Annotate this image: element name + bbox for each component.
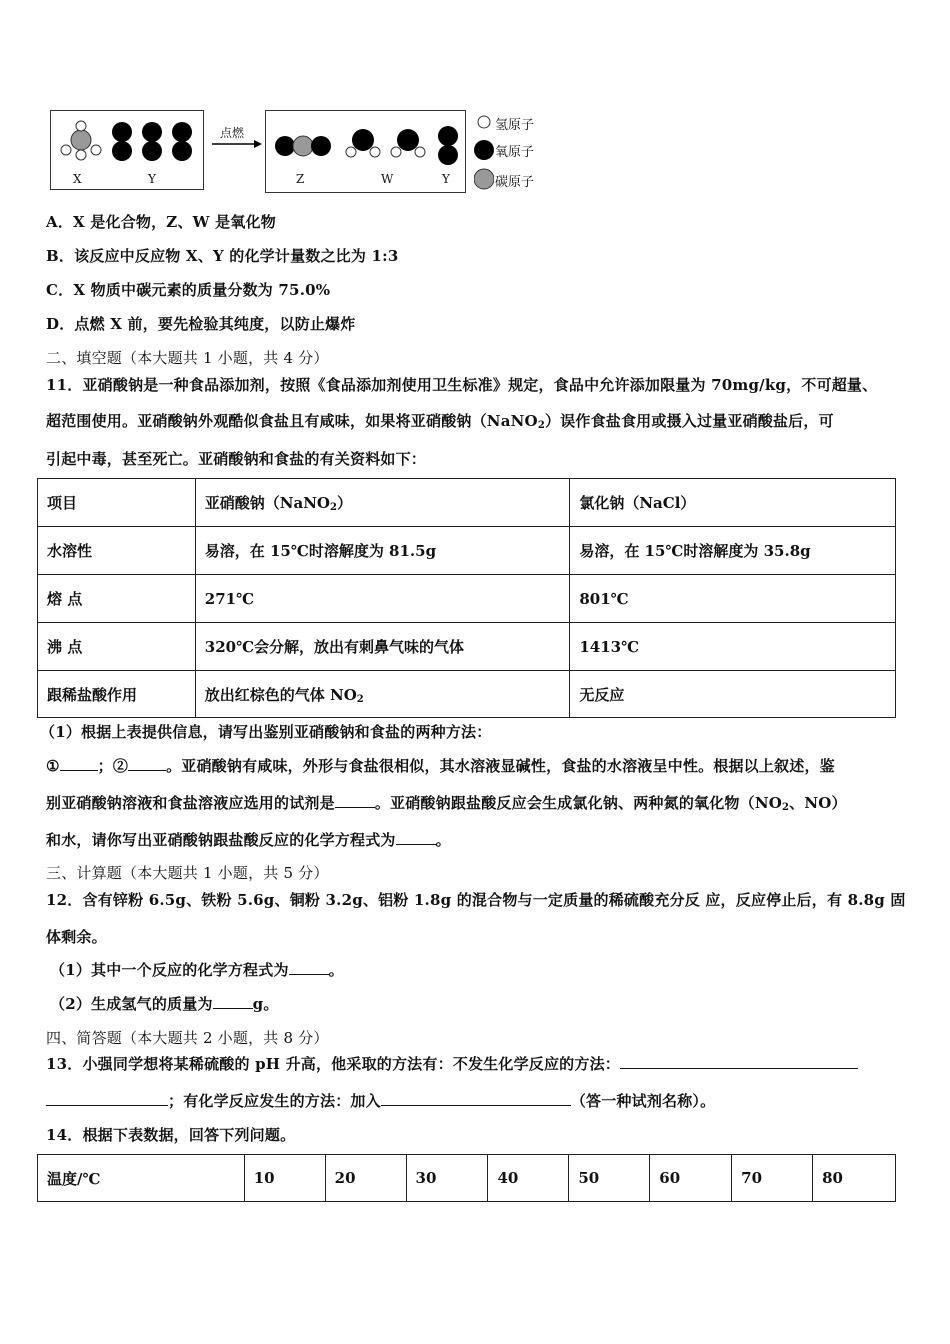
q11-part-3-sub: 2 [782,802,790,813]
answer-blank-2[interactable] [128,770,166,771]
answer-blank-5[interactable] [289,974,329,975]
table-cell: 项目 [38,479,196,527]
hcl-reaction-sub: 2 [356,693,364,705]
table-cell: 易溶，在 15℃时溶解度为 35.8g [570,527,896,575]
q12-line-1: 12．含有锌粉 6.5g、铁粉 5.6g、铜粉 3.2g、铝粉 1.8g 的混合物与一定质量的稀硫酸充分反 应，反应停止后，有 8.8g 固 [46,891,906,909]
legend-hydrogen: 氢原子 [495,118,535,133]
q11-line-2-a: 超范围使用。亚硝酸钠外观酷似食盐且有咸味，如果将亚硝酸钠（NaNO [46,412,538,430]
q13-line-2-b: （答一种试剂名称）。 [570,1092,716,1110]
co2-molecule [275,136,331,156]
table-row [38,671,896,718]
table-cell: 水溶性 [38,527,196,575]
answer-blank-4[interactable] [396,844,436,845]
table-cell: 50 [569,1155,650,1202]
q11-part-3-a: 别亚硝酸钠溶液和食盐溶液应选用的试剂是 [46,794,335,812]
table-cell: 70 [732,1155,813,1202]
table-cell: 沸 点 [38,623,196,671]
answer-blank-8[interactable] [46,1105,168,1106]
q12-part-2 [50,993,279,1014]
table-cell: 无反应 [570,671,896,718]
label-z: Z [296,172,305,186]
table-cell: 80 [813,1155,896,1202]
answer-blank-1[interactable] [60,770,98,771]
table-cell: 易溶，在 15℃时溶解度为 81.5g [195,527,570,575]
label-x: X [73,172,82,186]
q11-line-3: 引起中毒，甚至死亡。亚硝酸钠和食盐的有关资料如下： [46,450,427,468]
answer-blank-9[interactable] [381,1105,571,1106]
q11-part-3 [46,792,847,813]
table-cell [195,671,570,718]
label-y1: Y [148,172,156,186]
option-c: C．X 物质中碳元素的质量分数为 75.0% [46,281,331,299]
arrow-icon [210,139,264,149]
table-row-header [38,1155,896,1202]
comparison-table [37,478,896,718]
q11-part-3-c: 、NO） [789,794,847,812]
temperature-table [37,1154,896,1202]
table-cell: 温度/℃ [38,1155,245,1202]
q13-line-1 [46,1053,858,1074]
answer-blank-7[interactable] [620,1068,858,1069]
table-cell: 10 [244,1155,325,1202]
q11-part-4-a: 和水，请你写出亚硝酸钠跟盐酸反应的化学方程式为 [46,831,396,849]
q11-line-2-b: ）误作食盐食用或摄入过量亚硝酸盐后，可 [544,412,834,430]
water-molecules [346,129,425,157]
leftover-oxygen [438,126,458,165]
circle-2: ；② [97,757,129,775]
q12-part-1-b: 。 [328,961,344,979]
table-cell: 1413℃ [570,623,896,671]
arrow-label: 点燃 [220,126,245,140]
q13-line-1-text: 13．小强同学想将某稀硫酸的 pH 升高，他采取的方法有：不发生化学反应的方法： [46,1055,620,1073]
legend-oxygen: 氧原子 [495,145,535,160]
table-row [38,575,896,623]
section-3-heading: 三、计算题（本大题共 1 小题，共 5 分） [46,864,329,882]
q11-part-2 [46,755,835,776]
q11-part-3-b: 。亚硝酸钠跟盐酸反应会生成氯化钠、两种氮的氧化物（NO [374,794,782,812]
table-cell: 30 [406,1155,488,1202]
circle-1: ① [46,757,60,775]
q11-part-1: （1）根据上表提供信息，请写出鉴别亚硝酸钠和食盐的两种方法： [40,723,492,741]
table-cell: 271℃ [195,575,570,623]
section-4-heading: 四、简答题（本大题共 2 小题，共 8 分） [46,1029,329,1047]
q11-part-4 [46,829,451,850]
table-cell: 40 [488,1155,569,1202]
q11-part-2-text: 。亚硝酸钠有咸味，外形与食盐很相似，其水溶液显碱性，食盐的水溶液呈中性。根据以上叙述，鉴 [166,757,835,775]
answer-blank-3[interactable] [335,807,375,808]
table-cell: 801℃ [570,575,896,623]
q14-line: 14．根据下表数据，回答下列问题。 [46,1126,296,1144]
legend-icons [474,113,494,193]
product-molecules [265,110,464,191]
table-cell: 跟稀盐酸作用 [38,671,196,718]
q12-part-2-a: （2）生成氢气的质量为 [50,995,213,1013]
header-nano2-sub: 2 [329,502,337,513]
oxygen-molecules [112,122,192,161]
q12-part-1 [50,959,344,980]
option-d: D．点燃 X 前，要先检验其纯度，以防止爆炸 [46,315,356,333]
table-cell [195,479,570,527]
table-row [38,527,896,575]
section-2-heading: 二、填空题（本大题共 1 小题，共 4 分） [46,349,329,367]
option-b: B．该反应中反应物 X、Y 的化学计量数之比为 1:3 [46,247,399,265]
table-cell: 320℃会分解，放出有刺鼻气味的气体 [195,623,570,671]
table-cell: 熔 点 [38,575,196,623]
table-cell: 氯化钠（NaCl） [570,479,896,527]
header-nano2-b: ） [336,494,352,512]
table-row-header [38,479,896,527]
header-nano2-a: 亚硝酸钠（NaNO [204,494,330,512]
label-y2: Y [442,172,450,186]
q11-line-1: 11．亚硝酸钠是一种食品添加剂，按照《食品添加剂使用卫生标准》规定，食品中允许添加限量为 70mg/kg，不可超量、 [46,376,878,394]
table-cell: 20 [325,1155,406,1202]
q12-line-2: 体剩余。 [46,928,107,946]
hcl-reaction-a: 放出红棕色的气体 NO [204,685,357,704]
label-w: W [381,172,394,186]
q12-part-1-a: （1）其中一个反应的化学方程式为 [50,961,289,979]
table-cell: 60 [650,1155,732,1202]
q13-line-2 [46,1090,715,1111]
answer-blank-6[interactable] [213,1008,253,1009]
methane-molecule [61,121,101,160]
option-a: A．X 是化合物，Z、W 是氧化物 [46,213,276,231]
q13-line-2-a: ；有化学反应发生的方法：加入 [168,1092,381,1110]
q12-part-2-b: g。 [252,995,279,1013]
legend-carbon: 碳原子 [495,175,535,190]
q11-line-2-sub: 2 [537,420,545,431]
table-row [38,623,896,671]
q11-part-4-b: 。 [435,831,451,849]
q11-line-2 [46,410,834,431]
